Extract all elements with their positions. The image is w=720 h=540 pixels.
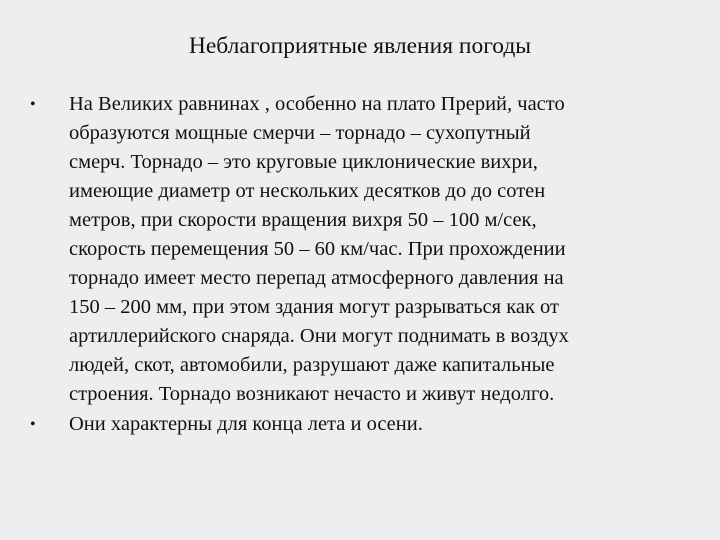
bullet-item-tornado-description (30, 90, 700, 409)
bullet-text-line: Они характерны для конца лета и осени. (69, 413, 423, 435)
bullet-text-line: 150 – 200 мм, при этом здания могут разрываться как от (69, 296, 559, 318)
bullet-text-line: смерч. Торнадо – это круговые циклонические вихри, (69, 151, 538, 173)
bullet-dot-icon: • (30, 416, 36, 433)
bullet-list (30, 90, 700, 439)
bullet-item-season (30, 410, 700, 439)
bullet-text-line: На Великих равнинах , особенно на плато Прерий, часто (69, 93, 565, 115)
bullet-text-line: образуются мощные смерчи – торнадо – сухопутный (69, 122, 531, 144)
bullet-text-line: людей, скот, автомобили, разрушают даже капитальные (69, 354, 555, 376)
bullet-dot-icon: • (30, 96, 36, 113)
bullet-text-line: метров, при скорости вращения вихря 50 – 100 м/сек, (69, 209, 537, 231)
bullet-text-line: строения. Торнадо возникают нечасто и живут недолго. (69, 383, 555, 405)
bullet-text-line: артиллерийского снаряда. Они могут поднимать в воздух (69, 325, 569, 347)
bullet-text-line: скорость перемещения 50 – 60 км/час. При прохождении (69, 238, 566, 260)
slide-title: Неблагоприятные явления погоды (188, 33, 532, 59)
bullet-text-line: торнадо имеет место перепад атмосферного давления на (69, 267, 564, 289)
bullet-text-line: имеющие диаметр от нескольких десятков до до сотен (69, 180, 546, 202)
